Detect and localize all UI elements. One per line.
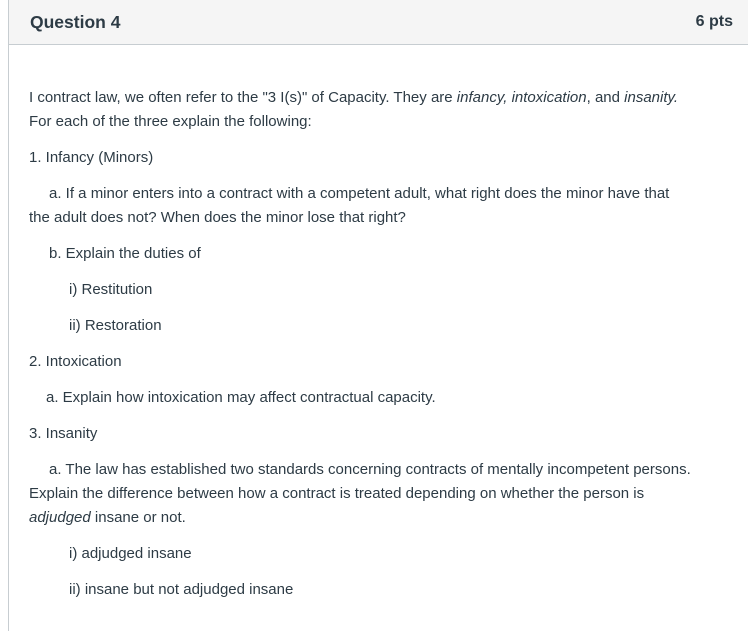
question-title: Question 4 — [30, 11, 121, 32]
intro-line-1: I contract law, we often refer to the "3 I(s)" of Capacity. They are infancy, intoxication, and insanity. — [29, 89, 679, 106]
insanity-ii: ii) insane but not adjudged insane — [69, 581, 294, 598]
intro-text: I contract law, we often refer to the "3 I(s)" of Capacity. They are — [29, 89, 457, 106]
infancy-b: b. Explain the duties of — [49, 245, 201, 262]
infancy-heading: 1. Infancy (Minors) — [29, 149, 154, 166]
infancy-b-i: i) Restitution — [69, 281, 153, 298]
intro-insanity: insanity. — [624, 89, 679, 106]
insanity-a-line-2: Explain the difference between how a contract is treated depending on whether the person is — [29, 485, 645, 502]
insanity-i: i) adjudged insane — [69, 545, 192, 562]
intro-intoxication: intoxication — [511, 89, 587, 106]
insanity-a-line-1: a. The law has established two standards concerning contracts of mentally incompetent persons. — [49, 461, 691, 478]
adjudged-emphasis: adjudged — [29, 509, 91, 526]
intoxication-heading: 2. Intoxication — [29, 353, 122, 370]
question-card — [8, 0, 748, 631]
insanity-a-line-3: adjudged insane or not. — [29, 509, 186, 526]
intoxication-a: a. Explain how intoxication may affect contractual capacity. — [46, 389, 436, 406]
infancy-b-ii: ii) Restoration — [69, 317, 162, 334]
question-points: 6 pts — [695, 13, 733, 30]
intro-line-2: For each of the three explain the following: — [29, 113, 312, 130]
infancy-a-line-2: the adult does not? When does the minor lose that right? — [29, 209, 406, 226]
insanity-heading: 3. Insanity — [29, 425, 98, 442]
question-header — [9, 0, 748, 45]
infancy-a-line-1: a. If a minor enters into a contract with a competent adult, what right does the minor have that — [49, 185, 670, 202]
intro-infancy: infancy, — [456, 89, 508, 106]
